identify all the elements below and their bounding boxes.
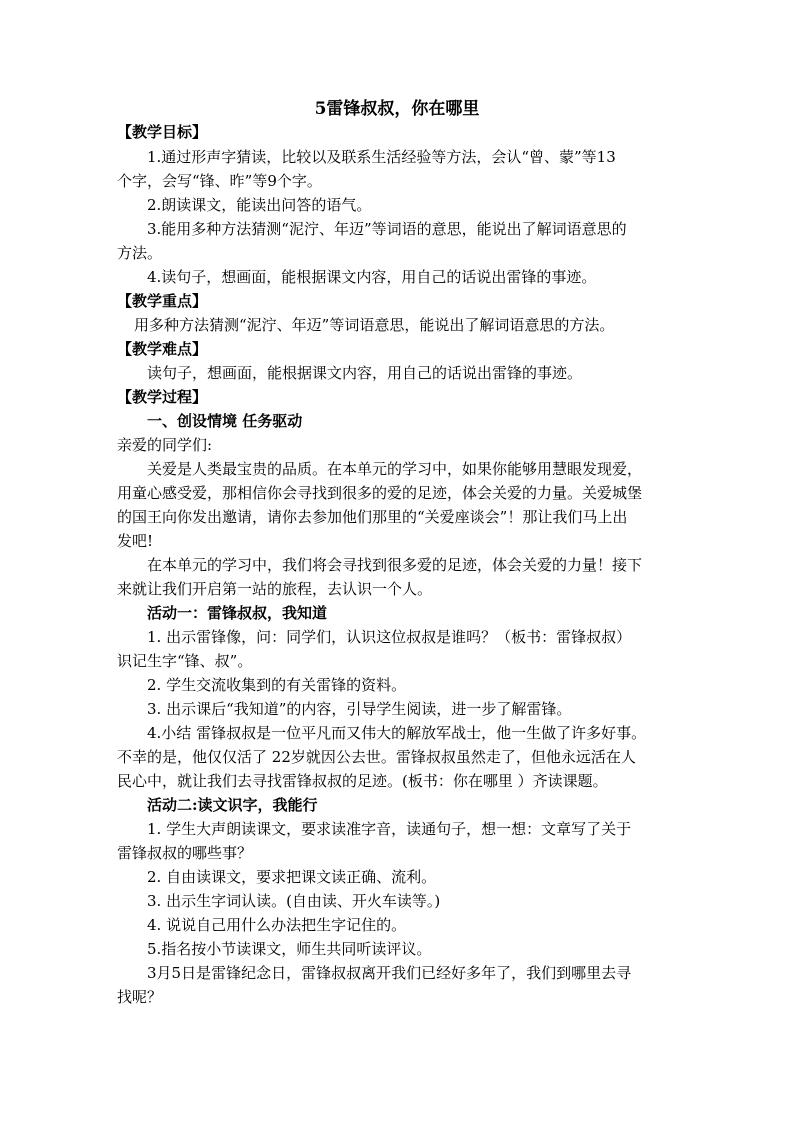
activity-1-item-4-line-2: 不幸的是，他仅仅活了 22岁就因公去世。雷锋叔叔虽然走了，但他永远活在人 — [117, 748, 636, 766]
intro-paragraph-line-3: 的国王向你发出邀请，请你去参加他们那里的“关爱座谈会”！那让我们马上出 — [117, 508, 628, 526]
section-heading-difficulties: 【教学难点】 — [117, 340, 208, 358]
activity-1-heading: 活动一：雷锋叔叔，我知道 — [147, 604, 328, 622]
goal-3-line-2: 方法。 — [117, 244, 163, 262]
goal-1-line-1: 1.通过形声字猜读，比较以及联系生活经验等方法，会认“曾、蒙”等13 — [147, 148, 616, 166]
goal-4: 4.读句子，想画面，能根据课文内容，用自己的话说出雷锋的事迹。 — [147, 268, 597, 286]
activity-2-heading: 活动二:读文识字，我能行 — [147, 796, 318, 814]
intro-paragraph-line-4: 发吧! — [117, 532, 154, 550]
section-heading-key-points: 【教学重点】 — [117, 292, 208, 310]
activity-1-item-4-line-1: 4.小结 雷锋叔叔是一位平凡而又伟大的解放军战士，他一生做了许多好事。 — [147, 724, 647, 742]
activity-1-item-2: 2. 学生交流收集到的有关雷锋的资料。 — [147, 676, 407, 694]
activity-2-item-3: 3. 出示生字词认读。(自由读、开火车读等。) — [147, 892, 441, 910]
activity-2-item-2: 2. 自由读课文，要求把课文读正确、流利。 — [147, 868, 437, 886]
intro-paragraph-line-2: 用童心感受爱，那相信你会寻找到很多的爱的足迹，体会关爱的力量。关爱城堡 — [117, 484, 643, 502]
goal-2: 2.朗读课文，能读出问答的语气。 — [147, 196, 372, 214]
process-step-1-heading: 一、创设情境 任务驱动 — [147, 412, 303, 430]
key-points-text: 用多种方法猜测“泥泞、年迈”等词语意思，能说出了解词语意思的方法。 — [134, 316, 615, 334]
intro-paragraph-line-1: 关爱是人类最宝贵的品质。在本单元的学习中，如果你能够用慧眼发现爱， — [147, 460, 643, 478]
unit-paragraph-line-1: 在本单元的学习中，我们将会寻找到很多爱的足迹，体会关爱的力量！接下 — [147, 556, 643, 574]
difficulties-text: 读句子，想画面，能根据课文内容，用自己的话说出雷锋的事迹。 — [147, 364, 583, 382]
activity-1-item-3: 3. 出示课后“我知道”的内容，引导学生阅读，进一步了解雷锋。 — [147, 700, 572, 718]
greeting-line: 亲爱的同学们: — [117, 436, 213, 454]
activity-2-item-1-line-2: 雷锋叔叔的哪些事？ — [117, 844, 253, 862]
unit-paragraph-line-2: 来就让我们开启第一站的旅程，去认识一个人。 — [117, 580, 433, 598]
activity-1-item-4-line-3: 民心中，就让我们去寻找雷锋叔叔的足迹。(板书：你在哪里 ）齐读课题。 — [117, 772, 608, 790]
activity-1-item-1-line-1: 1. 出示雷锋像，问：同学们，认识这位叔叔是谁吗？（板书：雷锋叔叔） — [147, 628, 632, 646]
section-heading-teaching-process: 【教学过程】 — [117, 388, 208, 406]
activity-1-item-1-line-2: 识记生字“锋、叔”。 — [117, 652, 253, 670]
activity-2-item-5: 5.指名按小节读课文，师生共同听读评议。 — [147, 940, 432, 958]
activity-2-item-4: 4. 说说自己用什么办法把生字记住的。 — [147, 916, 407, 934]
closing-paragraph-line-1: 3月5日是雷锋纪念日，雷锋叔叔离开我们已经好多年了，我们到哪里去寻 — [147, 964, 632, 982]
goal-1-line-2: 个字，会写“锋、昨”等9个字。 — [117, 172, 322, 190]
goal-3-line-1: 3.能用多种方法猜测“泥泞、年迈”等词语的意思，能说出了解词语意思的 — [147, 220, 627, 238]
section-heading-teaching-goals: 【教学目标】 — [117, 123, 208, 141]
closing-paragraph-line-2: 找呢？ — [117, 988, 163, 1006]
document-title: 5雷锋叔叔，你在哪里 — [314, 99, 480, 119]
activity-2-item-1-line-1: 1. 学生大声朗读课文，要求读准字音，读通句子，想一想：文章写了关于 — [147, 820, 632, 838]
